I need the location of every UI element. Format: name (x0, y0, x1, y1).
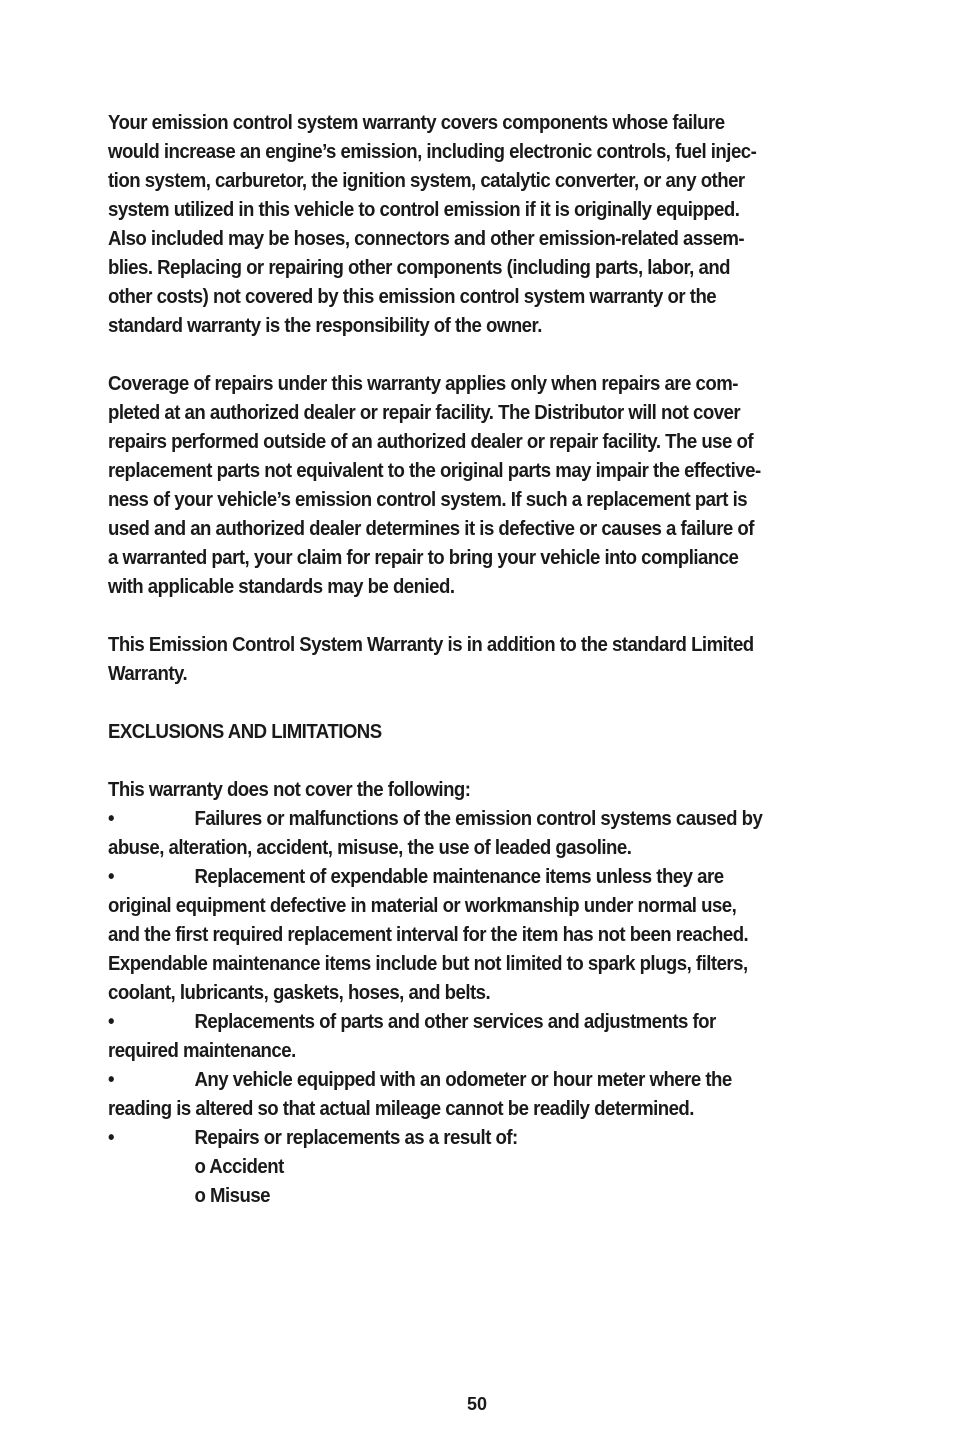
list-item-first-line: Replacements of parts and other services and adjustments for (194, 1011, 716, 1033)
bullet-icon: • (108, 1011, 115, 1033)
list-item (108, 1066, 847, 1124)
sub-list (108, 1153, 847, 1211)
bullet-icon: • (108, 1127, 115, 1149)
list-item-continuation: reading is altered so that actual mileage cannot be readily determined. (108, 1098, 694, 1120)
list-item-continuation: required maintenance. (108, 1040, 296, 1062)
list-item-first-line: Replacement of expendable maintenance items unless they are (194, 866, 724, 888)
bullet-icon: • (108, 866, 115, 888)
list-item-first-line: Failures or malfunctions of the emission control systems caused by (194, 808, 763, 830)
paragraph-additional-warranty: This Emission Control System Warranty is in addition to the standard Limited Warranty. (108, 634, 754, 685)
sub-list-item-misuse: o Misuse (194, 1185, 270, 1207)
paragraph-emission-coverage: Your emission control system warranty covers components whose failure would increase an engine’s emission, including electronic controls, fuel injec- tion system, carburetor, the ignition system, catalytic converter, or any other system utilized in this vehicle to control emission if it is originally equipped. Also included may be hoses, connectors and other emission-related assem- blies. Replacing or repairing other components (including parts, labor, and other costs) not covered by this emission control system warranty or the standard warranty is the responsibility of the owner. (108, 112, 757, 337)
list-item (108, 1124, 847, 1153)
page-number: 50 (466, 1394, 488, 1414)
list-item (108, 1008, 847, 1066)
list-item-continuation: original equipment defective in material or workmanship under normal use, and the first required replacement interval for the item has not been reached. Expendable maintenance items include but not limited to spark plugs, filters, coolant, lubricants, gaskets, hoses, and belts. (108, 895, 749, 1004)
page-content (108, 109, 847, 1211)
list-item-continuation: abuse, alteration, accident, misuse, the use of leaded gasoline. (108, 837, 632, 859)
bullet-icon: • (108, 808, 115, 830)
list-intro: This warranty does not cover the following: (108, 779, 471, 801)
paragraph-repair-coverage: Coverage of repairs under this warranty applies only when repairs are com- pleted at an authorized dealer or repair facility. The Distributor will not cover repairs performed outside of an authorized dealer or repair facility. The use of replacement parts not equivalent to the original parts may impair the effective- ness of your vehicle’s emission control system. If such a replacement part is used and an authorized dealer determines it is defective or causes a failure of a warranted part, your claim for repair to bring your vehicle into compliance with applicable standards may be denied. (108, 373, 761, 598)
list-item-first-line: Repairs or replacements as a result of: (194, 1127, 518, 1149)
list-item (108, 805, 847, 863)
sub-list-item-accident: o Accident (194, 1156, 284, 1178)
exclusions-list (108, 805, 847, 1153)
bullet-icon: • (108, 1069, 115, 1091)
list-item (108, 863, 847, 1008)
section-heading: EXCLUSIONS AND LIMITATIONS (108, 721, 382, 743)
list-item-first-line: Any vehicle equipped with an odometer or hour meter where the (194, 1069, 732, 1091)
